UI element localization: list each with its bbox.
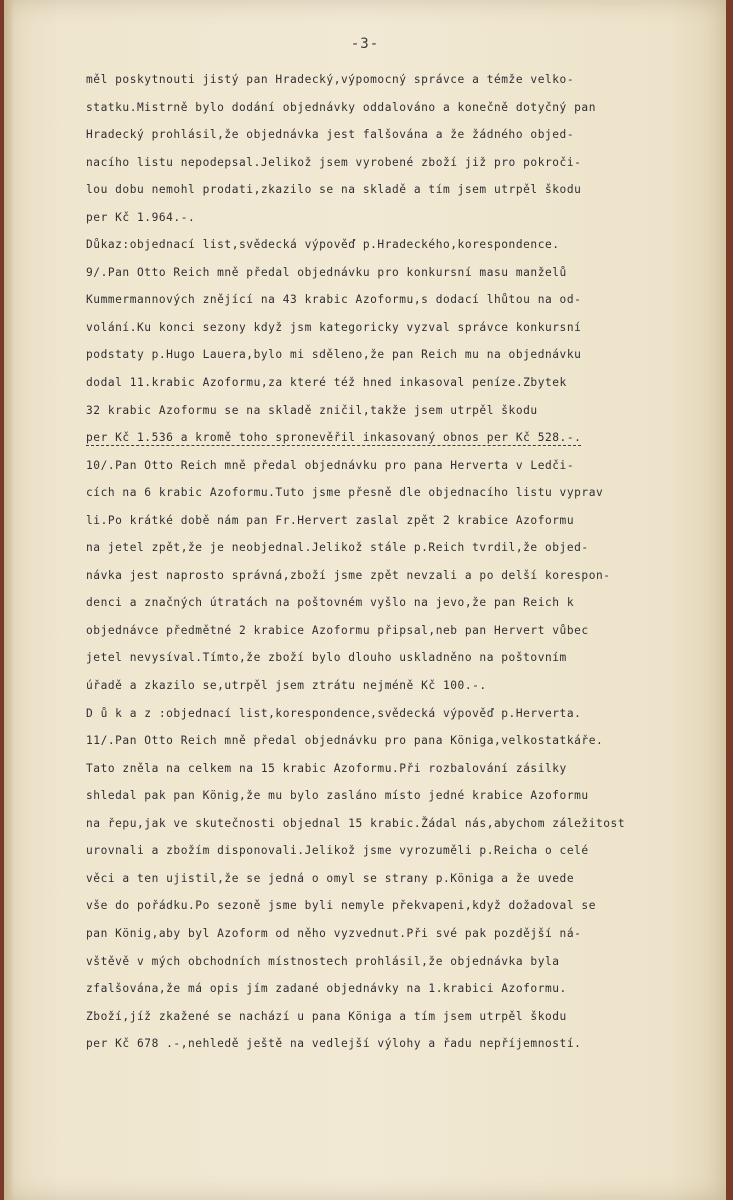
text-line: jetel nevysíval.Tímto,že zboží bylo dlouho uskladněno na poštovním <box>86 651 567 665</box>
text-line: statku.Mistrně bylo dodání objednávky oddalováno a konečně dotyčný pan <box>86 100 596 114</box>
page-number: -3- <box>350 36 380 52</box>
text-line: per Kč 678 .-,nehledě ještě na vedlejší výlohy a řadu nepříjemností. <box>86 1037 582 1051</box>
text-line: úřadě a zkazilo se,utrpěl jsem ztrátu nejméně Kč 100.-. <box>86 679 487 693</box>
text-line: na řepu,jak ve skutečnosti objednal 15 krabic.Žádal nás,abychom záležitost <box>86 816 626 830</box>
text-line: cích na 6 krabic Azoformu.Tuto jsme přesně dle objednacího listu vyprav <box>86 486 604 500</box>
text-line: per Kč 1.536 a kromě toho spronevěřil inkasovaný obnos per Kč 528.-. <box>86 431 582 445</box>
text-line: dodal 11.krabic Azoformu,za které též hned inkasoval peníze.Zbytek <box>86 376 567 390</box>
text-line: 32 krabic Azoformu se na skladě zničil,takže jsem utrpěl škodu <box>86 403 538 417</box>
typewritten-body <box>86 66 716 1058</box>
text-line: objednávce předmětné 2 krabice Azoformu připsal,neb pan Hervert vůbec <box>86 623 589 637</box>
text-line: per Kč 1.964.-. <box>86 210 196 224</box>
text-line: pan König,aby byl Azoform od něho vyzvednut.Při své pak pozdější ná- <box>86 926 582 940</box>
text-line: 9/.Pan Otto Reich mně předal objednávku pro konkursní masu manželů <box>86 265 567 279</box>
text-line: nacího listu nepodepsal.Jelikož jsem vyrobené zboží již pro pokroči- <box>86 155 582 169</box>
text-line: lou dobu nemohl prodati,zkazilo se na skladě a tím jsem utrpěl škodu <box>86 183 582 197</box>
text-line: Zboží,jíž zkažené se nachází u pana Königa a tím jsem utrpěl škodu <box>86 1009 567 1023</box>
text-line: volání.Ku konci sezony když jsm kategoricky vyzval správce konkursní <box>86 320 582 334</box>
text-line: 10/.Pan Otto Reich mně předal objednávku pro pana Herverta v Ledči- <box>86 458 575 472</box>
text-line: D ů k a z :objednací list,korespondence,svědecká výpověď p.Herverta. <box>86 706 582 720</box>
text-line: 11/.Pan Otto Reich mně předal objednávku pro pana Königa,velkostatkáře. <box>86 734 604 748</box>
text-line: měl poskytnouti jistý pan Hradecký,výpomocný správce a témže velko- <box>86 73 575 86</box>
text-line: Důkaz:objednací list,svědecká výpověď p.Hradeckého,korespondence. <box>86 238 560 252</box>
text-line: zfalšována,že má opis jím zadané objednávky na 1.krabici Azoformu. <box>86 982 567 996</box>
document-page <box>4 0 726 1200</box>
text-line: li.Po krátké době nám pan Fr.Hervert zaslal zpět 2 krabice Azoformu <box>86 513 575 527</box>
text-line: shledal pak pan König,že mu bylo zasláno místo jedné krabice Azoformu <box>86 789 589 803</box>
text-line: věci a ten ujistil,že se jedná o omyl se strany p.Königa a že uvede <box>86 871 575 885</box>
text-line: vštěvě v mých obchodních místnostech prohlásil,že objednávka byla <box>86 954 560 968</box>
text-line: vše do pořádku.Po sezoně jsme byli nemyle překvapeni,když dožadoval se <box>86 899 596 913</box>
text-line: na jetel zpět,že je neobjednal.Jelikož stále p.Reich tvrdil,že objed- <box>86 541 589 555</box>
page-edge-shadow <box>4 0 14 1200</box>
text-line: Kummermannových znějící na 43 krabic Azoformu,s dodací lhůtou na od- <box>86 293 582 307</box>
text-line: Tato zněla na celkem na 15 krabic Azoformu.Při rozbalování zásilky <box>86 761 567 775</box>
text-line: urovnali a zbožím disponovali.Jelikož jsme vyrozuměli p.Reicha o celé <box>86 844 589 858</box>
text-line: Hradecký prohlásil,že objednávka jest falšována a že žádného objed- <box>86 128 575 142</box>
text-line: podstaty p.Hugo Lauera,bylo mi sděleno,že pan Reich mu na objednávku <box>86 348 582 362</box>
text-line: návka jest naprosto správná,zboží jsme zpět nevzali a po delší korespon- <box>86 568 611 582</box>
text-line: denci a značných útratách na poštovném vyšlo na jevo,že pan Reich k <box>86 596 575 610</box>
